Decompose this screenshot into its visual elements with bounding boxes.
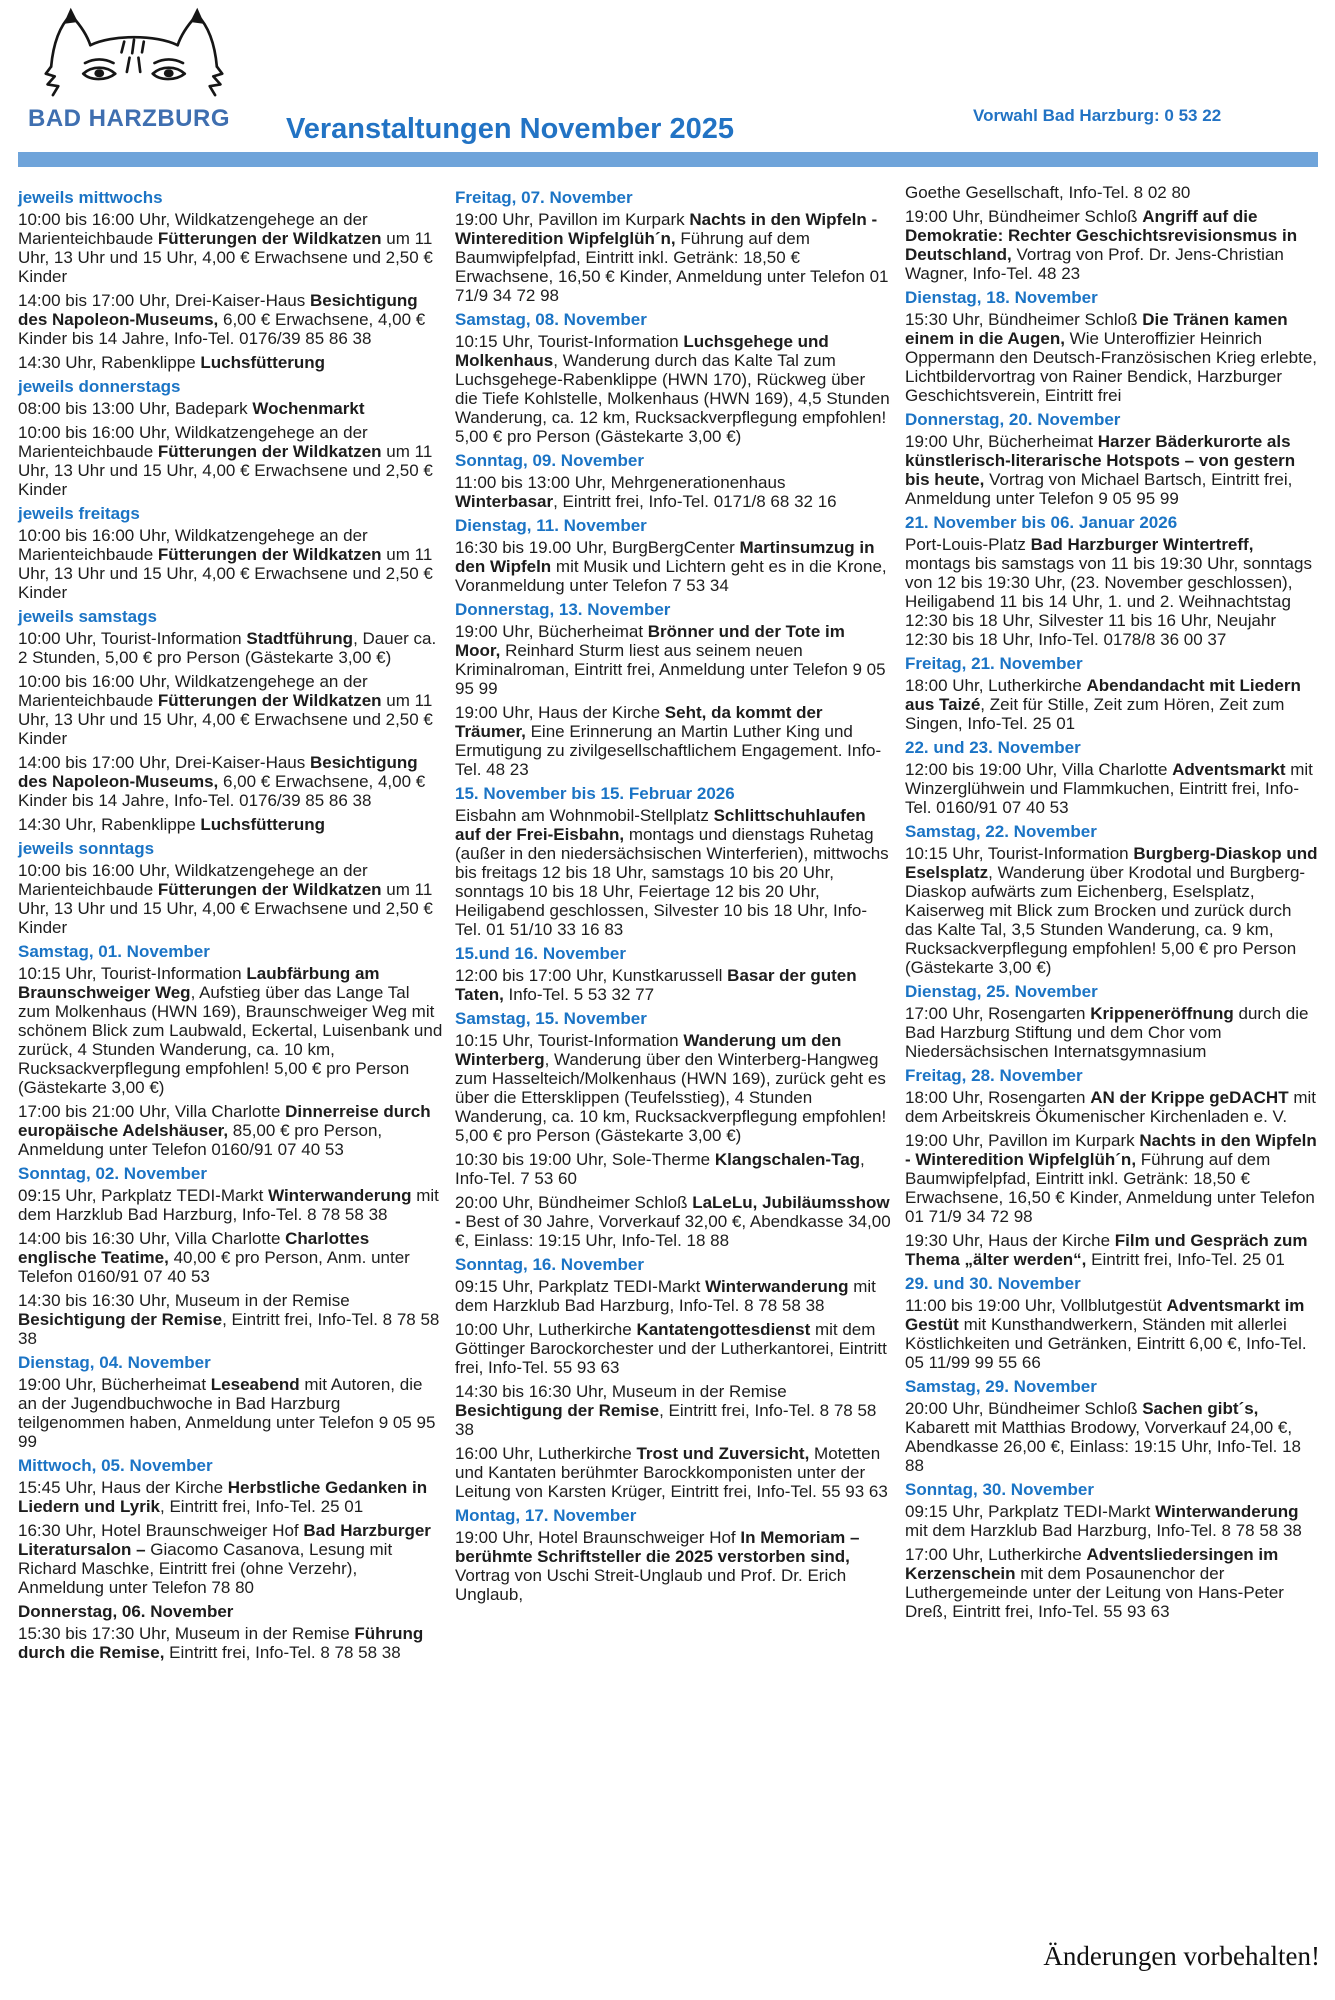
event-entry [455, 703, 892, 779]
event-entry [455, 210, 892, 305]
event-text: 09:15 Uhr, Parkplatz TEDI-Markt [18, 1186, 269, 1205]
date-heading: jeweils donnerstags [18, 377, 181, 396]
event-text: , Eintritt frei, Info-Tel. 8 78 58 38 [455, 1401, 877, 1439]
event-text: 10:00 bis 16:00 Uhr, Wildkatzengehege an der Marienteichbaude [18, 210, 368, 248]
event-text: Führung auf dem Baumwipfelpfad, Eintritt inkl. Getränk: 18,50 € Erwachsene, 16,50 € Kinder, Anmeldung unter Telefon 01 71/9 34 72 98 [905, 1150, 1315, 1226]
event-title: Leseabend [210, 1375, 300, 1394]
event-text: Port-Louis-Platz [905, 535, 1031, 554]
event-text: um 11 Uhr, 13 Uhr und 15 Uhr, 4,00 € Erwachsene und 2,50 € Kinder [18, 545, 433, 602]
event-entry [905, 207, 1318, 283]
date-heading: Sonntag, 30. November [905, 1480, 1094, 1499]
event-entry [18, 672, 443, 748]
event-text: 18:00 Uhr, Rosengarten [905, 1088, 1091, 1107]
date-heading: jeweils mittwochs [18, 188, 163, 207]
event-title: Nachts in den Wipfeln - Winteredition Wipfelglüh´n, [455, 210, 878, 248]
logo-wordmark: BAD HARZBURG [28, 105, 230, 132]
date-heading: Donnerstag, 13. November [455, 600, 671, 619]
event-entry [455, 622, 892, 698]
event-entry [455, 1150, 892, 1188]
date-heading: Freitag, 07. November [455, 188, 633, 207]
event-text: mit dem Posaunenchor der Luthergemeinde unter der Leitung von Hans-Peter Dreß, Eintritt frei, Info-Tel. 55 93 63 [905, 1564, 1284, 1621]
event-title: Besichtigung der Remise [18, 1310, 223, 1329]
event-text: mit dem Göttinger Barockorchester und der Lutherkantorei, Eintritt frei, Info-Tel. 55 93 63 [455, 1320, 887, 1377]
event-title: Trost und Zuversicht, [636, 1444, 810, 1463]
event-text: Eintritt frei, Info-Tel. 8 78 58 38 [164, 1643, 401, 1662]
event-entry [18, 291, 443, 348]
event-entry [905, 760, 1318, 817]
event-entry [905, 844, 1318, 977]
event-text: 09:15 Uhr, Parkplatz TEDI-Markt [905, 1502, 1156, 1521]
event-title: Fütterungen der Wildkatzen [157, 442, 382, 461]
event-text: Vortrag von Uschi Streit-Unglaub und Prof. Dr. Erich Unglaub, [455, 1566, 847, 1604]
event-text: , Dauer ca. 2 Stunden, 5,00 € pro Person (Gästekarte 3,00 €) [18, 629, 437, 667]
event-text: 40,00 € pro Person, Anm. unter Telefon 0160/91 07 40 53 [18, 1248, 410, 1286]
event-text: 10:00 Uhr, Tourist-Information [18, 629, 247, 648]
footer-disclaimer: Änderungen vorbehalten! [1043, 1941, 1320, 1971]
event-title: LaLeLu, Jubiläumsshow - [455, 1193, 890, 1231]
column-2 [455, 183, 892, 1667]
event-text: um 11 Uhr, 13 Uhr und 15 Uhr, 4,00 € Erwachsene und 2,50 € Kinder [18, 229, 433, 286]
event-text: 10:00 bis 16:00 Uhr, Wildkatzengehege an der Marienteichbaude [18, 526, 368, 564]
event-text: 15:30 bis 17:30 Uhr, Museum in der Remise [18, 1624, 355, 1643]
event-title: Die Tränen kamen einem in die Augen, [905, 310, 1288, 348]
event-title: Adventsliedersingen im Kerzenschein [905, 1545, 1279, 1583]
event-entry [18, 861, 443, 937]
event-title: Besichtigung der Remise [455, 1401, 660, 1420]
date-heading: Samstag, 29. November [905, 1377, 1097, 1396]
event-text: , Wanderung über Krodotal und Burgberg-Diaskop aufwärts zum Eichenberg, Eselsplatz, Kaiserweg mit Blick zum Brocken und zurück durch das Kalte Tal, 3,5 Stunden Wanderung, ca. 9 km, Rucksackverpflegung empfohlen! 5,00 € pro Person (Gästekarte 3,00 €) [905, 863, 1306, 977]
date-heading: Donnerstag, 20. November [905, 410, 1121, 429]
column-1 [18, 183, 443, 1667]
event-text: durch die Bad Harzburg Stiftung und dem Chor vom Niedersächsischen Internatsgymnasium [905, 1004, 1309, 1061]
event-text: mit dem Harzklub Bad Harzburg, Info-Tel. 8 78 58 38 [18, 1186, 439, 1224]
date-heading: Dienstag, 18. November [905, 288, 1098, 307]
event-text: 14:00 bis 16:30 Uhr, Villa Charlotte [18, 1229, 286, 1248]
event-title: Luchsfütterung [200, 815, 326, 834]
event-text: mit dem Harzklub Bad Harzburg, Info-Tel. 8 78 58 38 [905, 1521, 1302, 1540]
event-title: Stadtführung [246, 629, 354, 648]
event-text: 10:00 bis 16:00 Uhr, Wildkatzengehege an der Marienteichbaude [18, 423, 368, 461]
event-entry [905, 1545, 1318, 1621]
event-entry [455, 1444, 892, 1501]
date-heading: 15. November bis 15. Februar 2026 [455, 784, 735, 803]
event-text: 19:00 Uhr, Hotel Braunschweiger Hof [455, 1528, 741, 1547]
event-title: In Memoriam – berühmte Schriftsteller die 2025 verstorben sind, [455, 1528, 860, 1566]
date-heading: Samstag, 15. November [455, 1009, 647, 1028]
event-title: Besichtigung des Napoleon-Museums, [18, 753, 418, 791]
event-text: 19:00 Uhr, Bücherheimat [905, 432, 1098, 451]
event-entry [18, 1375, 443, 1451]
event-text: , Wanderung durch das Kalte Tal zum Luchsgehege-Rabenklippe (HWN 170), Rückweg über die Tiefe Kohlstelle, Molkenhaus (HWN 169), 4,5 Stunden Wanderung, ca. 12 km, Rucksackverpflegung empfohlen! 5,00 € pro Person (Gästekarte 3,00 €) [455, 351, 890, 446]
date-heading: Samstag, 01. November [18, 942, 210, 961]
event-title: Luchsfütterung [200, 353, 326, 372]
event-entry [905, 1502, 1318, 1540]
date-heading: 29. und 30. November [905, 1274, 1081, 1293]
event-entry [18, 815, 443, 834]
event-text: um 11 Uhr, 13 Uhr und 15 Uhr, 4,00 € Erwachsene und 2,50 € Kinder [18, 880, 433, 937]
event-title: Fütterungen der Wildkatzen [157, 691, 382, 710]
area-code-note: Vorwahl Bad Harzburg: 0 53 22 [973, 106, 1222, 125]
event-title: Film und Gespräch zum Thema „älter werden“, [905, 1231, 1308, 1269]
event-title: Fütterungen der Wildkatzen [157, 880, 382, 899]
event-title: Luchsgehege und Molkenhaus [455, 332, 829, 370]
event-entry [905, 535, 1318, 649]
event-entry [455, 806, 892, 939]
event-text: 09:15 Uhr, Parkplatz TEDI-Markt [455, 1277, 706, 1296]
event-text: mit dem Arbeitskreis Ökumenischer Kirchenladen e. V. [905, 1088, 1316, 1126]
event-title: Burgberg-Diaskop und Eselsplatz [905, 844, 1318, 882]
event-entry [905, 310, 1318, 405]
event-text: mit Winzerglühwein und Flammkuchen, Eintritt frei, Info-Tel. 0160/91 07 40 53 [905, 760, 1313, 817]
event-entry [905, 432, 1318, 508]
event-text: 10:00 Uhr, Lutherkirche [455, 1320, 637, 1339]
event-text: 10:15 Uhr, Tourist-Information [905, 844, 1134, 863]
event-text: 14:30 Uhr, Rabenklippe [18, 353, 201, 372]
event-text: 19:00 Uhr, Bücherheimat [18, 1375, 211, 1394]
event-text: mit Kunsthandwerkern, Ständen mit allerlei Köstlichkeiten und Getränken, Eintritt 6,00 €, Info-Tel. 05 11/99 99 55 66 [905, 1315, 1307, 1372]
event-text: Kabarett mit Matthias Brodowy, Vorverkauf 24,00 €, Abendkasse 26,00 €, Einlass: 19:15 Uhr, Info-Tel. 18 88 [905, 1418, 1301, 1475]
event-text: 10:15 Uhr, Tourist-Information [455, 332, 684, 351]
event-title: Kantatengottesdienst [636, 1320, 811, 1339]
event-entry [18, 1291, 443, 1348]
event-text: Vortrag von Prof. Dr. Jens-Christian Wagner, Info-Tel. 48 23 [905, 245, 1284, 283]
event-text: 10:30 bis 19:00 Uhr, Sole-Therme [455, 1150, 715, 1169]
event-entry [455, 1320, 892, 1377]
event-text: 19:00 Uhr, Haus der Kirche [455, 703, 665, 722]
event-title: Basar der guten Taten, [455, 966, 857, 1004]
event-text: 19:00 Uhr, Pavillon im Kurpark [905, 1131, 1140, 1150]
event-text: 10:00 bis 16:00 Uhr, Wildkatzengehege an der Marienteichbaude [18, 861, 368, 899]
event-text: Best of 30 Jahre, Vorverkauf 32,00 €, Abendkasse 34,00 €, Einlass: 19:15 Uhr, Info-Tel. 18 88 [455, 1212, 891, 1250]
event-text: mit dem Harzklub Bad Harzburg, Info-Tel. 8 78 58 38 [455, 1277, 876, 1315]
event-title: Abendandacht mit Liedern aus Taizé [905, 676, 1301, 714]
event-text: Vortrag von Michael Bartsch, Eintritt frei, Anmeldung unter Telefon 9 05 95 99 [905, 470, 1293, 508]
event-text: 15:30 Uhr, Bündheimer Schloß [905, 310, 1143, 329]
event-entry [905, 1004, 1318, 1061]
event-title: Dinnerreise durch europäische Adelshäuser, [18, 1102, 431, 1140]
event-text: 16:30 Uhr, Hotel Braunschweiger Hof [18, 1521, 304, 1540]
event-title: Wanderung um den Winterberg [455, 1031, 842, 1069]
event-text: montags bis samstags von 11 bis 19:30 Uhr, sonntags von 12 bis 19:30 Uhr, (23. November geschlossen), Heiligabend 11 bis 14 Uhr, 1. und 2. Weihnachtstag 12:30 bis 18 Uhr, Silvester 11 bis 16 Uhr, Neujahr 12:30 bis 18 Uhr, Info-Tel. 0178/8 36 00 37 [905, 554, 1312, 649]
event-entry [18, 1521, 443, 1597]
event-title: Besichtigung des Napoleon-Museums, [18, 291, 418, 329]
date-heading: 21. November bis 06. Januar 2026 [905, 513, 1178, 532]
event-title: Charlottes englische Teatime, [18, 1229, 370, 1267]
event-entry [455, 1277, 892, 1315]
date-heading: Dienstag, 25. November [905, 982, 1098, 1001]
event-title: Seht, da kommt der Träumer, [455, 703, 823, 741]
event-text: , Zeit für Stille, Zeit zum Hören, Zeit zum Singen, Info-Tel. 25 01 [905, 695, 1285, 733]
event-title: Laubfärbung am Braunschweiger Weg [18, 964, 380, 1002]
event-text: 14:00 bis 17:00 Uhr, Drei-Kaiser-Haus [18, 753, 310, 772]
date-heading: Donnerstag, 06. November [18, 1602, 234, 1621]
event-entry [905, 1231, 1318, 1269]
date-heading: jeweils samstags [18, 607, 157, 626]
event-entry [905, 1296, 1318, 1372]
event-text: 6,00 € Erwachsene, 4,00 € Kinder bis 14 Jahre, Info-Tel. 0176/39 85 86 38 [18, 310, 426, 348]
event-text: Führung auf dem Baumwipfelpfad, Eintritt inkl. Getränk: 18,50 € Erwachsene, 16,50 € Kinder, Anmeldung unter Telefon 01 71/9 34 72 98 [455, 229, 889, 305]
event-text: 14:30 bis 16:30 Uhr, Museum in der Remise [455, 1382, 787, 1401]
event-entry [18, 526, 443, 602]
event-text: 12:00 bis 19:00 Uhr, Villa Charlotte [905, 760, 1173, 779]
event-text: Info-Tel. 5 53 32 77 [503, 985, 655, 1004]
event-text: 10:00 bis 16:00 Uhr, Wildkatzengehege an der Marienteichbaude [18, 672, 368, 710]
event-text: 08:00 bis 13:00 Uhr, Badepark [18, 399, 253, 418]
event-text: 18:00 Uhr, Lutherkirche [905, 676, 1087, 695]
event-title: Adventsmarkt im Gestüt [905, 1296, 1305, 1334]
date-heading: Samstag, 22. November [905, 822, 1097, 841]
event-text: 17:00 Uhr, Rosengarten [905, 1004, 1091, 1023]
event-text: 16:30 bis 19.00 Uhr, BurgBergCenter [455, 538, 740, 557]
event-title: Martinsumzug in den Wipfeln [455, 538, 875, 576]
event-text: Reinhard Sturm liest aus seinem neuen Kriminalroman, Eintritt frei, Anmeldung unter Telefon 9 05 95 99 [455, 641, 886, 698]
date-heading: 22. und 23. November [905, 738, 1081, 757]
date-heading: Dienstag, 04. November [18, 1353, 211, 1372]
event-text: Goethe Gesellschaft, Info-Tel. 8 02 80 [905, 183, 1191, 202]
date-heading: Sonntag, 02. November [18, 1164, 207, 1183]
event-text: 17:00 bis 21:00 Uhr, Villa Charlotte [18, 1102, 286, 1121]
event-title: Schlittschuhlaufen auf der Frei-Eisbahn, [455, 806, 866, 844]
event-entry [905, 1088, 1318, 1126]
event-entry [18, 399, 443, 418]
date-heading: Freitag, 28. November [905, 1066, 1083, 1085]
event-entry [455, 332, 892, 446]
event-text: 10:15 Uhr, Tourist-Information [18, 964, 247, 983]
event-text: mit Musik und Lichtern geht es in die Krone, Voranmeldung unter Telefon 7 53 34 [455, 557, 887, 595]
event-text: 19:30 Uhr, Haus der Kirche [905, 1231, 1115, 1250]
event-entry [18, 1229, 443, 1286]
event-entry [455, 1528, 892, 1604]
event-text: Wie Unteroffizier Heinrich Oppermann den Deutsch-Französischen Krieg erlebte, Lichtbildervortrag von Rainer Bendick, Harzburger Geschichtsverein, Eintritt frei [905, 329, 1317, 405]
event-entry [905, 1399, 1318, 1475]
event-text: , Eintritt frei, Info-Tel. 25 01 [160, 1497, 364, 1516]
event-columns [18, 183, 1318, 1667]
event-title: Bad Harzburger Literatursalon – [18, 1521, 431, 1559]
event-title: Fütterungen der Wildkatzen [157, 229, 382, 248]
event-text: 19:00 Uhr, Bücherheimat [455, 622, 648, 641]
event-entry [905, 183, 1318, 202]
event-entry [455, 966, 892, 1004]
event-title: Führung durch die Remise, [18, 1624, 424, 1662]
event-title: Winterbasar [455, 492, 554, 511]
page-title: Veranstaltungen November 2025 [285, 113, 735, 146]
event-entry [455, 538, 892, 595]
event-title: Adventsmarkt [1172, 760, 1286, 779]
event-text: 15:45 Uhr, Haus der Kirche [18, 1478, 228, 1497]
event-text: um 11 Uhr, 13 Uhr und 15 Uhr, 4,00 € Erwachsene und 2,50 € Kinder [18, 691, 433, 748]
date-heading: jeweils sonntags [18, 839, 155, 858]
event-entry [18, 1186, 443, 1224]
header-divider-bar [18, 152, 1318, 167]
event-text: Eintritt frei, Info-Tel. 25 01 [1086, 1250, 1285, 1269]
event-title: Bad Harzburger Wintertreff, [1030, 535, 1254, 554]
event-title: Winterwanderung [1155, 1502, 1299, 1521]
event-text: , Eintritt frei, Info-Tel. 8 78 58 38 [18, 1310, 440, 1348]
event-text: 12:00 bis 17:00 Uhr, Kunstkarussell [455, 966, 728, 985]
event-text: um 11 Uhr, 13 Uhr und 15 Uhr, 4,00 € Erwachsene und 2,50 € Kinder [18, 442, 433, 499]
event-text: Giacomo Casanova, Lesung mit Richard Maschke, Eintritt frei (ohne Verzehr), Anmeldung unter Telefon 78 80 [18, 1540, 393, 1597]
event-entry [455, 1193, 892, 1250]
event-title: Nachts in den Wipfeln - Winteredition Wipfelglüh´n, [905, 1131, 1317, 1169]
event-text: Eine Erinnerung an Martin Luther King und Ermutigung zu zivilgesellschaftlichem Engagement. Info-Tel. 48 23 [455, 722, 882, 779]
event-entry [18, 964, 443, 1097]
event-title: Klangschalen-Tag [714, 1150, 861, 1169]
event-entry [18, 753, 443, 810]
event-text: 14:30 bis 16:30 Uhr, Museum in der Remise [18, 1291, 350, 1310]
event-title: AN der Krippe geDACHT [1090, 1088, 1289, 1107]
event-text: 85,00 € pro Person, Anmeldung unter Telefon 0160/91 07 40 53 [18, 1121, 383, 1159]
event-text: 19:00 Uhr, Pavillon im Kurpark [455, 210, 690, 229]
event-text: 14:30 Uhr, Rabenklippe [18, 815, 201, 834]
event-entry [18, 1102, 443, 1159]
lynx-logo-icon [28, 6, 240, 104]
event-text: 6,00 € Erwachsene, 4,00 € Kinder bis 14 Jahre, Info-Tel. 0176/39 85 86 38 [18, 772, 426, 810]
event-title: Angriff auf die Demokratie: Rechter Geschichtsrevisionsmus in Deutschland, [905, 207, 1298, 264]
date-heading: 15.und 16. November [455, 944, 627, 963]
event-text: 11:00 bis 19:00 Uhr, Vollblutgestüt [905, 1296, 1167, 1315]
event-entry [18, 423, 443, 499]
event-text: 20:00 Uhr, Bündheimer Schloß [905, 1399, 1143, 1418]
event-text: 20:00 Uhr, Bündheimer Schloß [455, 1193, 693, 1212]
date-heading: Montag, 17. November [455, 1506, 637, 1525]
event-title: Krippeneröffnung [1090, 1004, 1234, 1023]
date-heading: Sonntag, 16. November [455, 1255, 644, 1274]
event-entry [18, 210, 443, 286]
event-text: mit Autoren, die an der Jugendbuchwoche in Bad Harzburg teilgenommen haben, Anmeldung unter Telefon 9 05 95 99 [18, 1375, 436, 1451]
event-entry [905, 1131, 1318, 1226]
event-text: , Eintritt frei, Info-Tel. 0171/8 68 32 16 [553, 492, 837, 511]
event-entry [18, 1624, 443, 1662]
event-title: Wochenmarkt [252, 399, 365, 418]
column-3 [905, 183, 1318, 1667]
date-heading: Dienstag, 11. November [455, 516, 647, 535]
event-title: Harzer Bäderkurorte als künstlerisch-literarische Hotspots – von gestern bis heute, [905, 432, 1296, 489]
event-title: Fütterungen der Wildkatzen [157, 545, 382, 564]
event-entry [905, 676, 1318, 733]
event-entry [18, 1478, 443, 1516]
event-title: Winterwanderung [268, 1186, 412, 1205]
date-heading: jeweils freitags [18, 504, 140, 523]
date-heading: Samstag, 08. November [455, 310, 647, 329]
event-text: Eisbahn am Wohnmobil-Stellplatz [455, 806, 714, 825]
bad-harzburg-logo [28, 6, 246, 133]
event-text: , Wanderung über den Winterberg-Hangweg zum Hasselteich/Molkenhaus (HWN 169), zurück geht es über die Ettersklippen (Teufelsstieg), 4 Stunden Wanderung, ca. 10 km, Rucksackverpflegung empfohlen! 5,00 € pro Person (Gästekarte 3,00 €) [455, 1050, 887, 1145]
event-entry [455, 473, 892, 511]
event-entry [18, 353, 443, 372]
date-heading: Mittwoch, 05. November [18, 1456, 213, 1475]
event-title: Sachen gibt´s, [1142, 1399, 1259, 1418]
event-text: 11:00 bis 13:00 Uhr, Mehrgenerationenhaus [455, 473, 786, 492]
event-text: 10:15 Uhr, Tourist-Information [455, 1031, 684, 1050]
event-text: Motetten und Kantaten berühmter Barockkomponisten unter der Leitung von Karsten Krüger, Eintritt frei, Info-Tel. 55 93 63 [455, 1444, 888, 1501]
event-title: Brönner und der Tote im Moor, [455, 622, 845, 660]
event-text: montags und dienstags Ruhetag (außer in den niedersächsischen Winterferien), mittwochs bis freitags 12 bis 18 Uhr, samstags 10 bis 20 Uhr, sonntags 10 bis 18 Uhr, Feiertage 12 bis 20 Uhr, Heiligabend geschlossen, Silvester 10 bis 18 Uhr, Info-Tel. 01 51/10 33 16 83 [455, 825, 889, 939]
event-entry [455, 1031, 892, 1145]
date-heading: Sonntag, 09. November [455, 451, 644, 470]
event-text: 19:00 Uhr, Bündheimer Schloß [905, 207, 1143, 226]
date-heading: Freitag, 21. November [905, 654, 1083, 673]
event-text: , Info-Tel. 7 53 60 [455, 1150, 865, 1188]
event-text: 17:00 Uhr, Lutherkirche [905, 1545, 1087, 1564]
event-text: 16:00 Uhr, Lutherkirche [455, 1444, 637, 1463]
event-text: , Aufstieg über das Lange Tal zum Molkenhaus (HWN 169), Braunschweiger Weg mit schönem Blick zum Laubwald, Eckertal, Luisenbank und zurück, 4 Stunden Wanderung, ca. 10 km, Rucksackverpflegung empfohlen! 5,00 € pro Person (Gästekarte 3,00 €) [18, 983, 443, 1097]
event-title: Winterwanderung [705, 1277, 849, 1296]
event-entry [455, 1382, 892, 1439]
event-title: Herbstliche Gedanken in Liedern und Lyrik [18, 1478, 428, 1516]
event-entry [18, 629, 443, 667]
event-text: 14:00 bis 17:00 Uhr, Drei-Kaiser-Haus [18, 291, 310, 310]
